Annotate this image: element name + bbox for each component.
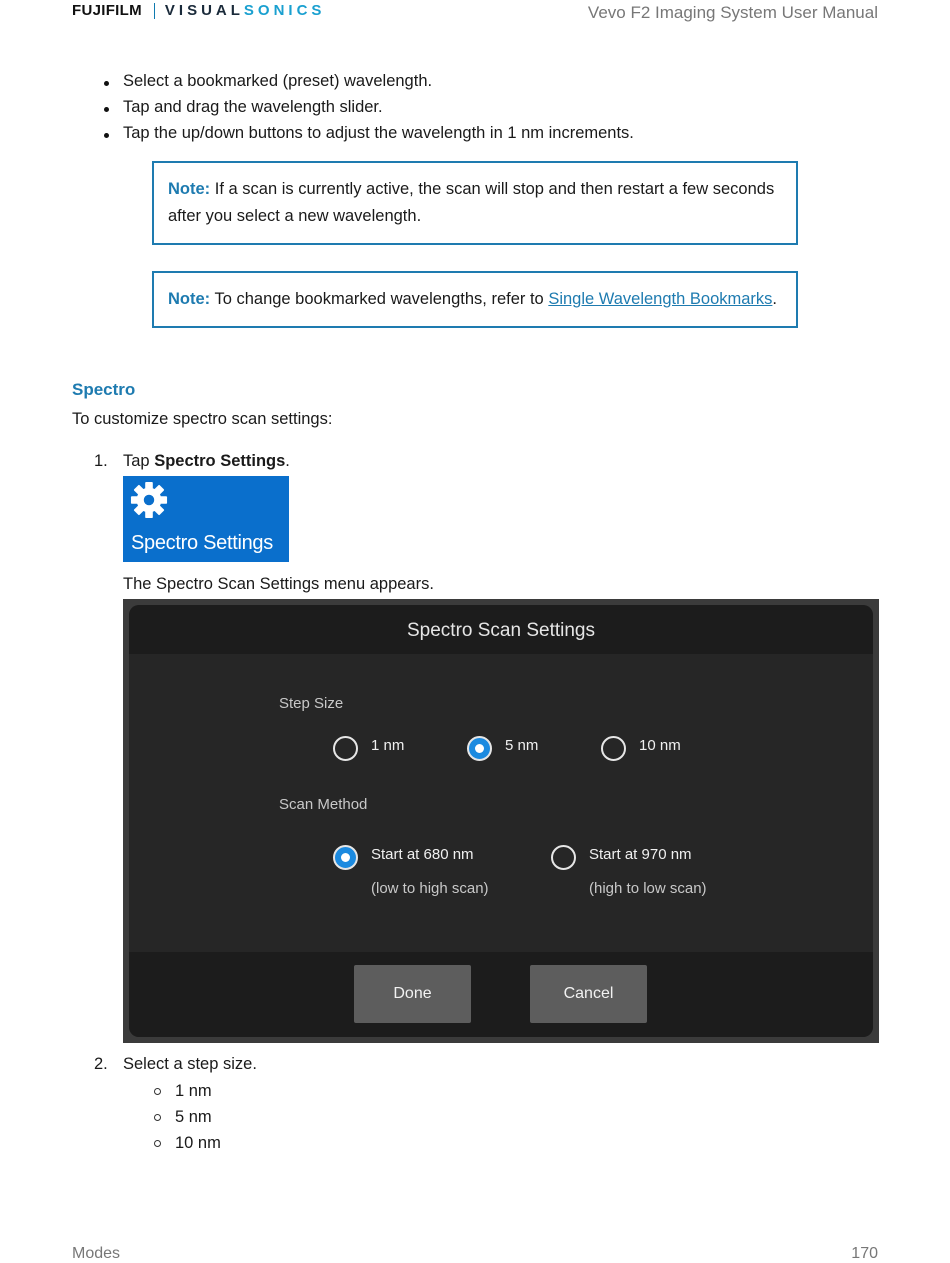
step-result: The Spectro Scan Settings menu appears. bbox=[123, 575, 434, 593]
step-option-label: 10 nm bbox=[639, 737, 681, 754]
logo-divider bbox=[154, 3, 155, 19]
step-option-label: 1 nm bbox=[371, 737, 405, 754]
sonics-wordmark: SONICS bbox=[243, 2, 326, 19]
note-bookmarks bbox=[152, 271, 798, 328]
scan-option-sublabel: (low to high scan) bbox=[371, 880, 489, 897]
list-item: Tap and drag the wavelength slider. bbox=[72, 95, 872, 121]
list-item: 1 nm bbox=[123, 1080, 221, 1106]
list-item: 5 nm bbox=[123, 1106, 221, 1132]
scan-option-sublabel: (high to low scan) bbox=[589, 880, 707, 897]
step-suffix: . bbox=[285, 452, 290, 470]
cancel-button[interactable]: Cancel bbox=[530, 965, 647, 1023]
fujifilm-wordmark: FUJIFILM bbox=[72, 2, 142, 19]
note-label: Note: bbox=[168, 290, 211, 308]
section-heading: Spectro bbox=[72, 380, 136, 399]
spectro-settings-button[interactable] bbox=[123, 476, 289, 562]
list-item: Select a bookmarked (preset) wavelength. bbox=[72, 69, 872, 95]
list-item: 10 nm bbox=[123, 1132, 221, 1158]
list-item: Tap the up/down buttons to adjust the wavelength in 1 nm increments. bbox=[72, 121, 872, 147]
footer-section: Modes bbox=[72, 1245, 121, 1262]
visual-wordmark: VISUAL bbox=[164, 2, 244, 19]
step-number: 2. bbox=[94, 1055, 108, 1073]
spectro-scan-settings-dialog bbox=[123, 599, 879, 1043]
step-number: 1. bbox=[94, 452, 108, 470]
done-button[interactable]: Done bbox=[354, 965, 471, 1023]
scan-680-radio[interactable] bbox=[333, 845, 358, 870]
step-option-label: 5 nm bbox=[505, 737, 539, 754]
scan-970-radio[interactable] bbox=[551, 845, 576, 870]
scan-option-label: Start at 970 nm bbox=[589, 846, 692, 863]
note-scan-restart bbox=[152, 161, 798, 245]
spectro-settings-label: Spectro Settings bbox=[131, 532, 273, 554]
step-size-list bbox=[123, 1080, 221, 1158]
scan-option-label: Start at 680 nm bbox=[371, 846, 474, 863]
page-number: 170 bbox=[851, 1245, 878, 1262]
note-label: Note: bbox=[168, 180, 211, 198]
note-text: To change bookmarked wavelengths, refer to bbox=[210, 290, 549, 308]
wavelength-method-list bbox=[72, 69, 872, 147]
single-wavelength-bookmarks-link[interactable]: Single Wavelength Bookmarks bbox=[548, 290, 773, 308]
note-text-end: . bbox=[772, 290, 778, 308]
step-10nm-radio[interactable] bbox=[601, 736, 626, 761]
dialog-title: Spectro Scan Settings bbox=[129, 605, 873, 654]
scan-method-label: Scan Method bbox=[279, 796, 368, 813]
step-size-label: Step Size bbox=[279, 695, 344, 712]
step-prefix: Tap bbox=[123, 452, 155, 470]
gear-icon bbox=[130, 481, 168, 519]
step-instruction bbox=[123, 452, 290, 471]
section-intro: To customize spectro scan settings: bbox=[72, 410, 333, 428]
brand-logo bbox=[72, 2, 325, 19]
document-title: Vevo F2 Imaging System User Manual bbox=[587, 3, 878, 22]
dialog-footer bbox=[129, 952, 873, 1037]
step-1nm-radio[interactable] bbox=[333, 736, 358, 761]
step-instruction: Select a step size. bbox=[123, 1055, 257, 1073]
step-bold-term: Spectro Settings bbox=[154, 452, 286, 470]
note-text: If a scan is currently active, the scan will stop and then restart a few seconds after you select a new wavelength. bbox=[168, 180, 775, 225]
dialog-panel bbox=[129, 605, 873, 1037]
step-5nm-radio[interactable] bbox=[467, 736, 492, 761]
